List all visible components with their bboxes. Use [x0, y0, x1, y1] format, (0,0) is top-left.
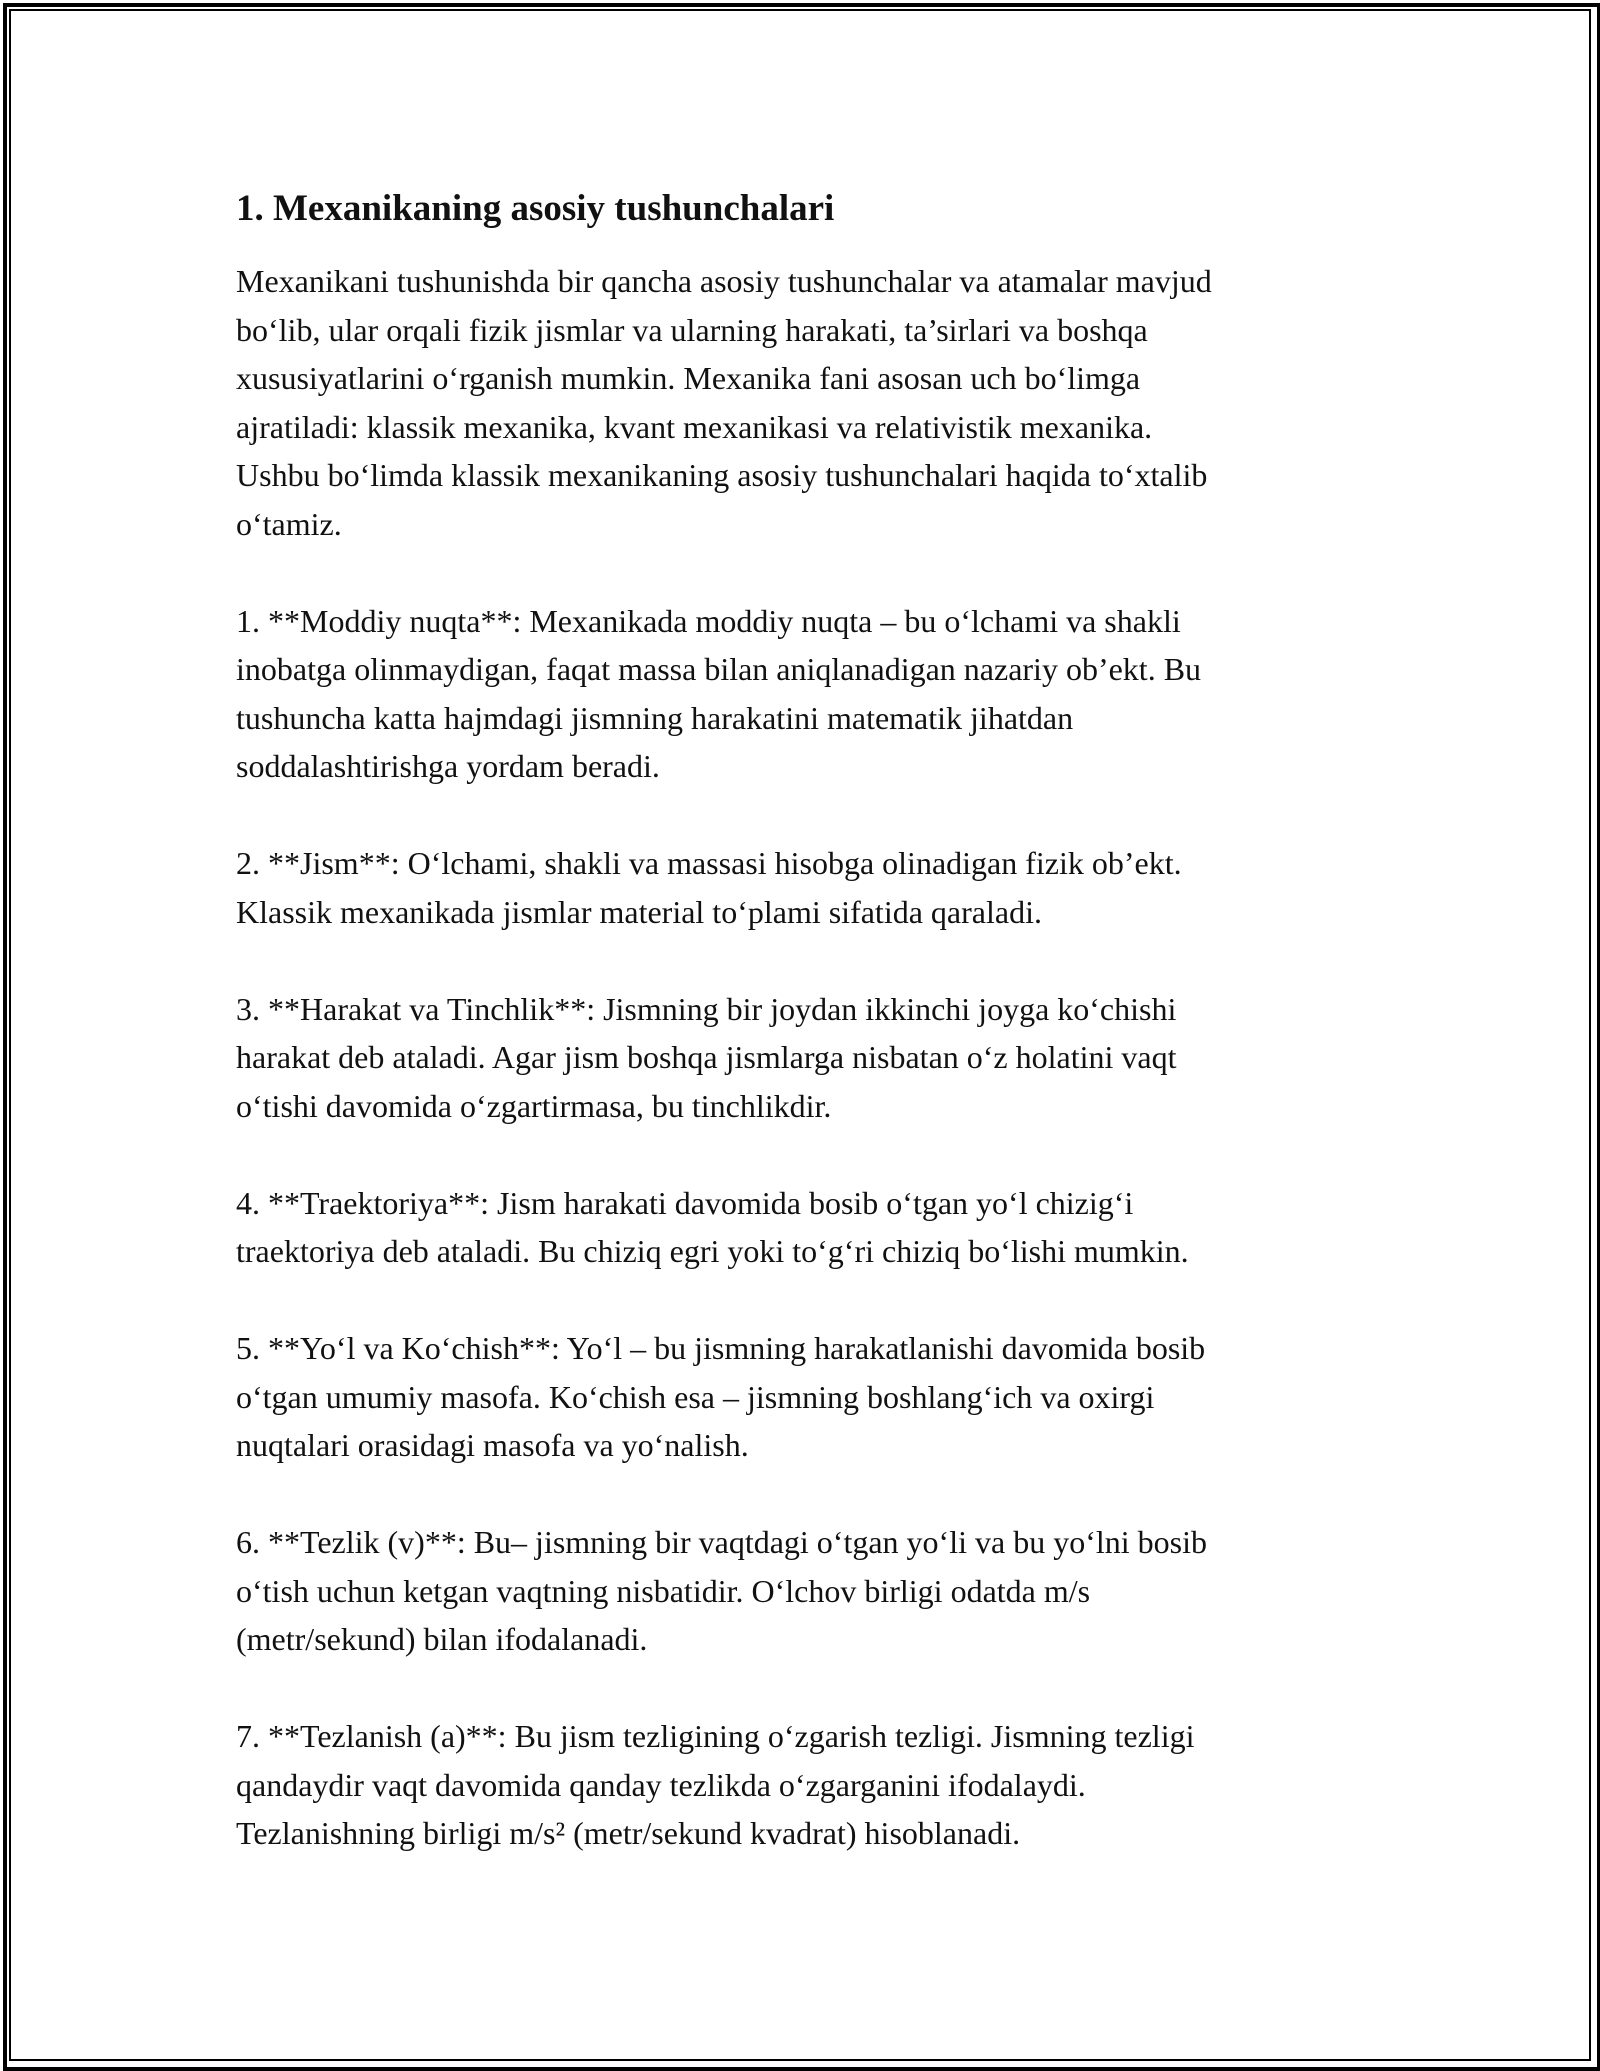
item-traektoriya: 4. **Traektoriya**: Jism harakati davomida bosib o‘tgan yo‘l chizig‘i traektoriya deb ataladi. Bu chiziq egri yoki to‘g‘ri chiziq bo‘lishi mumkin.: [236, 1184, 1189, 1269]
section-title: 1. Mexanikaning asosiy tushunchalari: [236, 188, 835, 229]
item-jism: 2. **Jism**: O‘lchami, shakli va massasi hisobga olinadigan fizik ob’ekt. Klassik mexanikada jismlar material to‘plami sifatida qaraladi.: [236, 845, 1182, 930]
item-tezlik: 6. **Tezlik (v)**: Bu– jismning bir vaqtdagi o‘tgan yo‘li va bu yo‘lni bosib o‘tish uchun ketgan vaqtning nisbatidir. O‘lchov birligi odatda m/s (metr/sekund) bilan ifodalanadi.: [236, 1524, 1207, 1657]
item-yol-va-kochish: 5. **Yo‘l va Ko‘chish**: Yo‘l – bu jismning harakatlanishi davomida bosib o‘tgan umumiy masofa. Ko‘chish esa – jismning boshlang‘ich va oxirgi nuqtalari orasidagi masofa va yo‘nalish.: [236, 1330, 1206, 1463]
document-body: [236, 185, 1366, 1858]
item-harakat-va-tinchlik: 3. **Harakat va Tinchlik**: Jismning bir joydan ikkinchi joyga ko‘chishi harakat deb ataladi. Agar jism boshqa jismlarga nisbatan o‘z holatini vaqt o‘tishi davomida o‘zgartirmasa, bu tinchlikdir.: [236, 990, 1177, 1124]
item-moddiy-nuqta: 1. **Moddiy nuqta**: Mexanikada moddiy nuqta – bu o‘lchami va shakli inobatga olinmaydigan, faqat massa bilan aniqlanadigan nazariy ob’ekt. Bu tushuncha katta hajmdagi jismning harakatini matematik jihatdan soddalashtirishga yordam beradi.: [236, 602, 1202, 784]
item-tezlanish: 7. **Tezlanish (a)**: Bu jism tezligining o‘zgarish tezligi. Jismning tezligi qandaydir vaqt davomida qanday tezlikda o‘zgarganini ifodalaydi. Tezlanishning birligi m/s² (metr/sekund kvadrat) hisoblanadi.: [236, 1718, 1195, 1851]
intro-paragraph: Mexanikani tushunishda bir qancha asosiy tushunchalar va atamalar mavjud bo‘lib, ular orqali fizik jismlar va ularning harakati, ta’sirlari va boshqa xususiyatlarini o‘rganish mumkin. Mexanika fani asosan uch bo‘limga ajratiladi: klassik mexanika, kvant mexanikasi va relativistik mexanika. Ushbu bo‘limda klassik mexanikaning asosiy tushunchalari haqida to‘xtalib o‘tamiz.: [236, 263, 1212, 542]
